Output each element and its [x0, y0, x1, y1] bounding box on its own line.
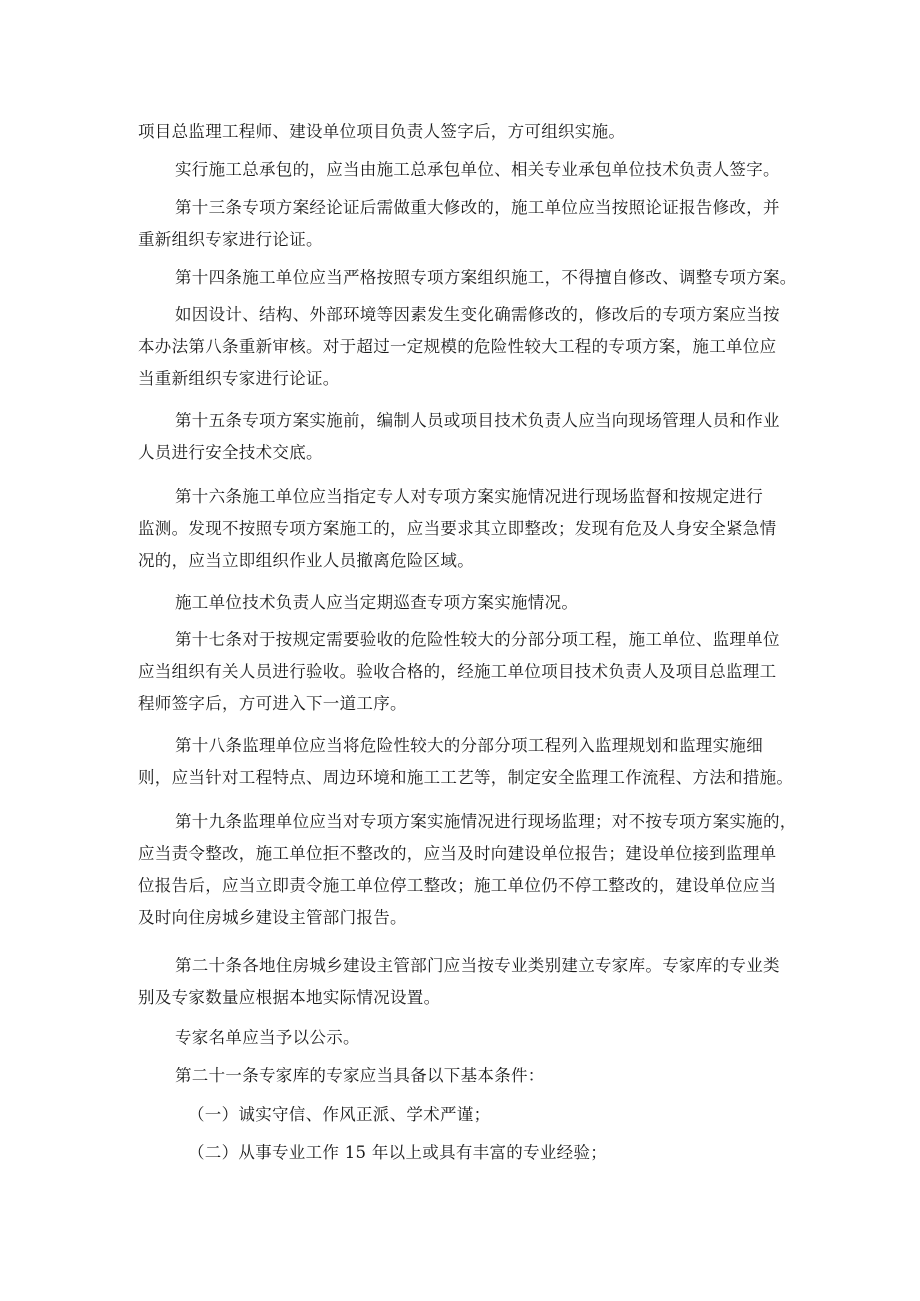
paragraph — [138, 192, 798, 256]
list-item — [138, 1099, 798, 1131]
text-line: 第二十一条专家库的专家应当具备以下基本条件： — [175, 1066, 545, 1085]
paragraph — [138, 481, 798, 577]
paragraph — [138, 806, 798, 934]
text-line: 别及专家数量应根据本地实际情况设置。 — [138, 988, 441, 1007]
paragraph — [138, 587, 798, 619]
text-line: 程师签字后，方可进入下一道工序。 — [138, 694, 407, 713]
paragraph — [138, 262, 798, 294]
text-line: 如因设计、结构、外部环境等因素发生变化确需修改的，修改后的专项方案应当按 — [175, 305, 780, 324]
text-line: 监测。发现不按照专项方案施工的，应当要求其立即整改；发现有危及人身安全紧急情 — [138, 519, 777, 538]
paragraph — [138, 624, 798, 720]
paragraph — [138, 405, 798, 469]
text-line: 况的，应当立即组织作业人员撤离危险区域。 — [138, 551, 474, 570]
text-line: 第十六条施工单位应当指定专人对专项方案实施情况进行现场监督和按规定进行 — [175, 487, 763, 506]
text-line: 项目总监理工程师、建设单位项目负责人签字后，方可组织实施。 — [138, 122, 626, 141]
text-line: 当重新组织专家进行论证。 — [138, 369, 340, 388]
text-line: 第十七条对于按规定需要验收的危险性较大的分部分项工程，施工单位、监理单位 — [175, 630, 780, 649]
text-line: 则，应当针对工程特点、周边环境和施工工艺等，制定安全监理工作流程、方法和措施。 — [138, 768, 794, 787]
text-line: 及时向住房城乡建设主管部门报告。 — [138, 908, 407, 927]
text-line: 人员进行安全技术交底。 — [138, 443, 323, 462]
text-line: （二）从事专业工作 15 年以上或具有丰富的专业经验； — [188, 1143, 608, 1162]
text-line: 第二十条各地住房城乡建设主管部门应当按专业类别建立专家库。专家库的专业类 — [175, 956, 780, 975]
text-line: 应当组织有关人员进行验收。验收合格的，经施工单位项目技术负责人及项目总监理工 — [138, 662, 777, 681]
text-line: 应当责令整改，施工单位拒不整改的，应当及时向建设单位报告；建设单位接到监理单 — [138, 844, 777, 863]
list-item — [138, 1137, 798, 1169]
text-line: 实行施工总承包的，应当由施工总承包单位、相关专业承包单位技术负责人签字。 — [175, 160, 780, 179]
text-line: 位报告后，应当立即责令施工单位停工整改；施工单位仍不停工整改的，建设单位应当 — [138, 876, 777, 895]
text-line: （一）诚实守信、作风正派、学术严谨； — [188, 1105, 491, 1124]
text-line: 第十九条监理单位应当对专项方案实施情况进行现场监理；对不按专项方案实施的， — [175, 812, 797, 831]
text-line: 第十三条专项方案经论证后需做重大修改的，施工单位应当按照论证报告修改，并 — [175, 198, 780, 217]
text-line: 重新组织专家进行论证。 — [138, 230, 323, 249]
text-line: 专家名单应当予以公示。 — [175, 1028, 360, 1047]
text-line: 第十八条监理单位应当将危险性较大的分部分项工程列入监理规划和监理实施细 — [175, 736, 763, 755]
text-line: 第十五条专项方案实施前，编制人员或项目技术负责人应当向现场管理人员和作业 — [175, 411, 780, 430]
paragraph — [138, 154, 798, 186]
text-line: 施工单位技术负责人应当定期巡查专项方案实施情况。 — [175, 593, 579, 612]
text-line: 第十四条施工单位应当严格按照专项方案组织施工，不得擅自修改、调整专项方案。 — [175, 268, 797, 287]
paragraph — [138, 1060, 798, 1092]
paragraph — [138, 950, 798, 1014]
paragraph — [138, 730, 798, 794]
paragraph — [138, 299, 798, 395]
text-line: 本办法第八条重新审核。对于超过一定规模的危险性较大工程的专项方案，施工单位应 — [138, 337, 777, 356]
paragraph — [138, 116, 798, 148]
paragraph — [138, 1022, 798, 1054]
